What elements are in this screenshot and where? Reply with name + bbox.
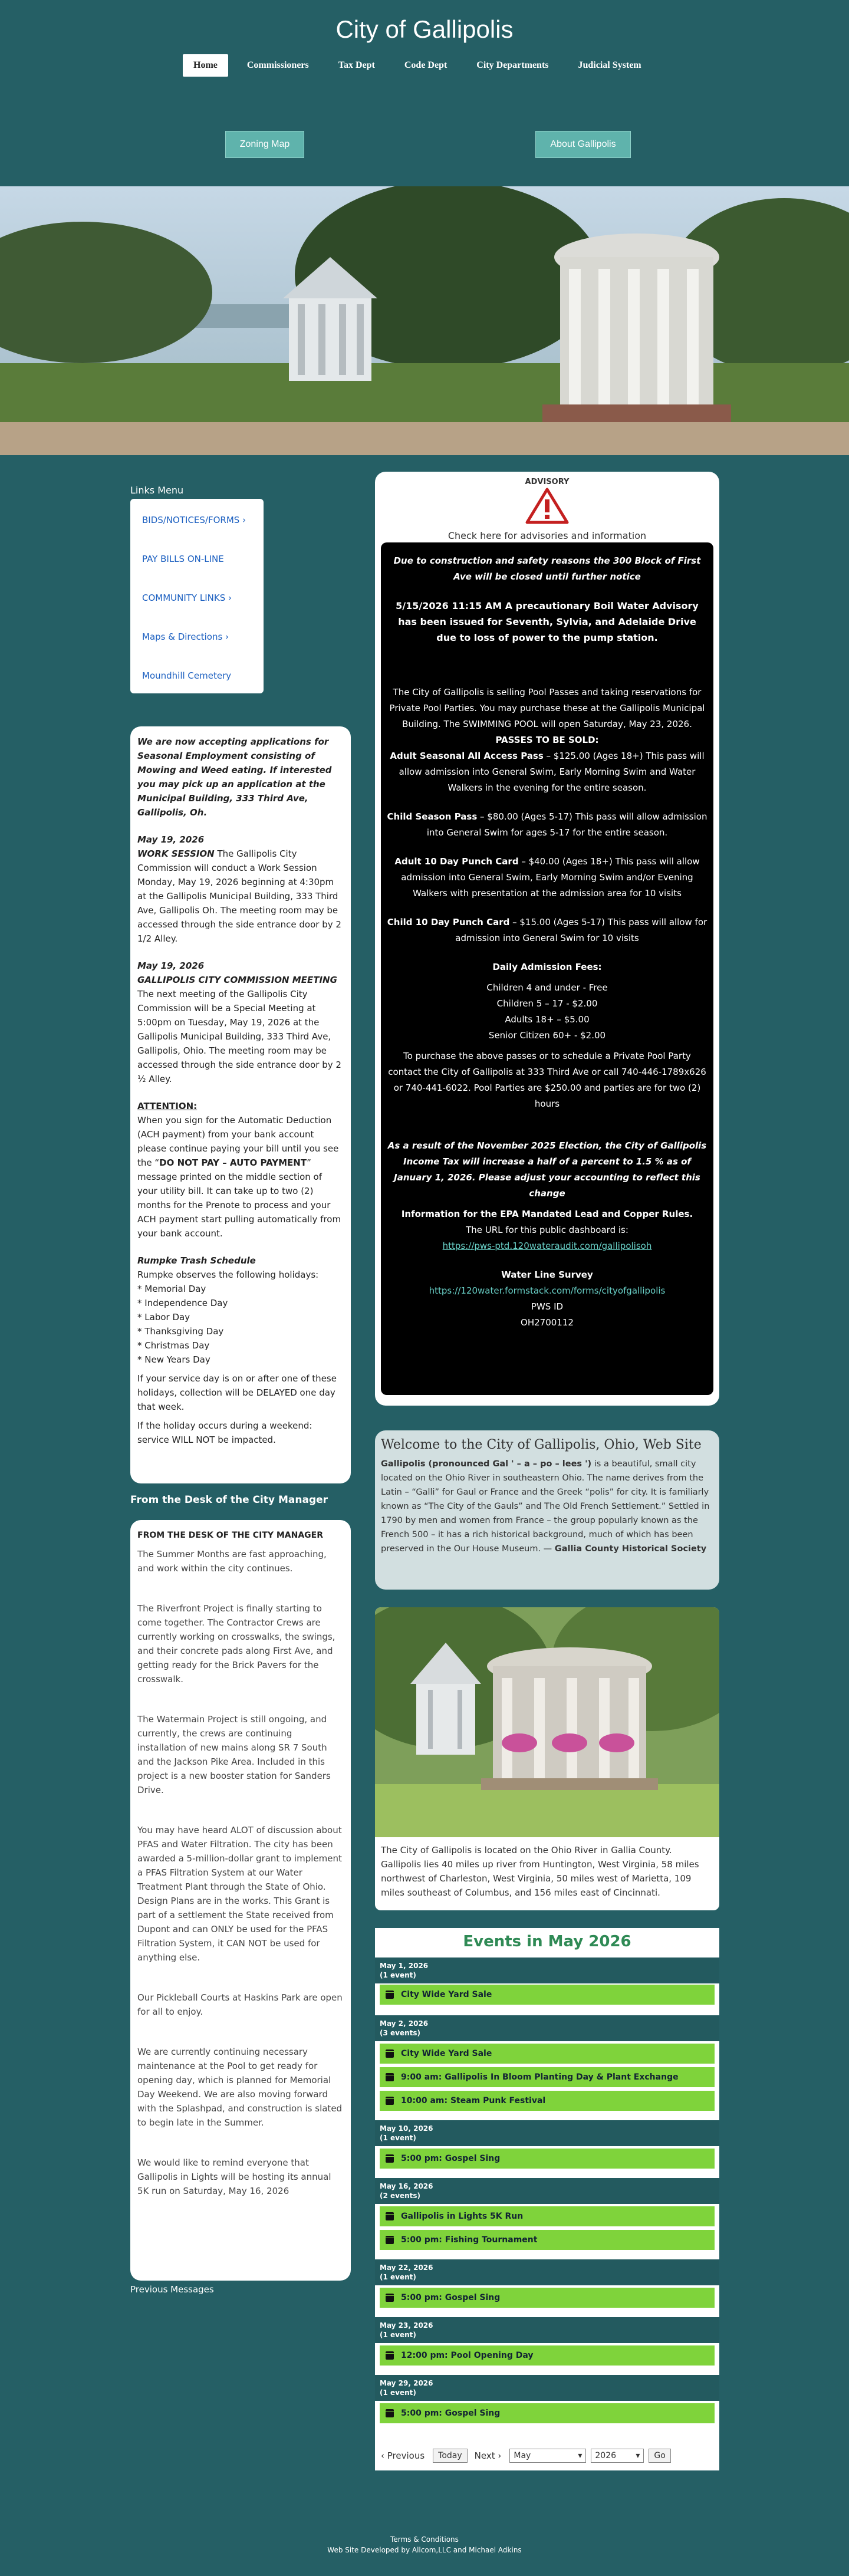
events-title: Events in May 2026 (463, 1933, 631, 1950)
zoning-map-button[interactable]: Zoning Map (225, 131, 304, 158)
purchase-info: To purchase the above passes or to schedule a Private Pool Party contact the City of Gallipolis at 333 Third Ave or call 740-446-1789x626 or 740-441-6022. Pool Parties are $250.00 and parties are for two (2) hours (388, 1051, 706, 1109)
nav-code-dept[interactable]: Code Dept (404, 60, 447, 70)
work-session-title: WORK SESSION (137, 848, 215, 859)
link-pay-bills-online[interactable]: PAY BILLS ON-LINE (142, 554, 224, 564)
developer-credit: Web Site Developed by Allcom,LLC and Michael Adkins (327, 2546, 522, 2554)
holiday-item: * Thanksgiving Day (137, 1326, 224, 1337)
epa-text: The URL for this public dashboard is: (466, 1225, 628, 1235)
welcome-title: Welcome to the City of Gallipolis, Ohio, Web Site (381, 1437, 702, 1452)
event-label: 5:00 pm: Gospel Sing (401, 2293, 501, 2302)
site-title: City of Gallipolis (335, 15, 514, 43)
pass-name: Adult Seasonal All Access Pass (390, 751, 544, 761)
month-select[interactable] (509, 2449, 586, 2463)
banner-photo (0, 186, 849, 455)
main-nav (183, 52, 666, 79)
event-label: 5:00 pm: Fishing Tournament (401, 2235, 538, 2245)
ach-text-2: ” message printed on the middle section of your utility bill. It can take up to two (2) months for the Prenote to process and your ACH payment start pulling automatically from your bank account. (137, 1157, 341, 1239)
event-date: May 22, 2026 (380, 2264, 433, 2272)
footer (0, 2534, 849, 2555)
work-session-date: May 19, 2026 (137, 834, 205, 845)
year-select-value: 2026 (595, 2451, 617, 2460)
daily-fee: Children 5 – 17 - $2.00 (496, 998, 598, 1009)
event-item[interactable] (380, 2345, 715, 2366)
nav-city-departments[interactable]: City Departments (476, 60, 549, 70)
warning-icon (383, 488, 711, 527)
welcome-panel (375, 1430, 719, 1590)
pronunciation: Gallipolis (pronounced Gal ' – a – po – lees ') (381, 1459, 592, 1469)
nav-judicial-system[interactable]: Judicial System (578, 60, 641, 70)
work-session-notice (137, 847, 344, 946)
chevron-down-icon: ▾ (578, 2451, 583, 2460)
link-maps-directions[interactable]: Maps & Directions › (142, 631, 229, 642)
advisory-check-link[interactable]: Check here for advisories and information (447, 530, 647, 541)
links-menu-title: Links Menu (130, 485, 184, 496)
manager-paragraph: The Watermain Project is still ongoing, and currently, the crews are continuing installation of new mains along SR 7 South and the Jackson Pike Area. Included in this project is a new booster station for Sanders Drive. (137, 1714, 331, 1795)
city-manager-panel (130, 1520, 351, 2281)
pass-child-season (387, 809, 708, 841)
manager-paragraph: We are currently continuing necessary maintenance at the Pool to get ready for opening day, which is planned for Memorial Day Weekend. We are also moving forward with the Splashpad, and construction is slated to begin late in the Summer. (137, 2047, 343, 2128)
pass-adult-seasonal (387, 748, 708, 796)
pws-id: OH2700112 (521, 1317, 574, 1328)
terms-link[interactable]: Terms & Conditions (390, 2535, 459, 2544)
manager-paragraph: You may have heard ALOT of discussion about PFAS and Water Filtration. The city has been awarded a 5-million-dollar grant to implement a PFAS Filtration System at our Water Treatment Plant through the State of Ohio. Design Plans are in the works. This Grant is part of a settlement the State received from Dupont and can ONLY be used for the PFAS Filtration System, it CAN NOT be used for anything else. (137, 1825, 342, 1963)
pass-name: Child Season Pass (387, 811, 478, 822)
calendar-icon (386, 2409, 394, 2417)
event-count: (1 event) (380, 2273, 416, 2281)
seasonal-employment-notice: We are now accepting applications for Seasonal Employment consisting of Mowing and Weed eating. If interested you may pick up an application at the Municipal Building, 333 Third Ave, Gallipolis, Oh. (137, 736, 332, 818)
pool-intro: The City of Gallipolis is selling Pool Passes and taking reservations for Private Pool Parties. You may purchase these at the Gallipolis Municipal Building. The SWIMMING POOL will open Saturday, May 23, 2026. (389, 687, 705, 729)
event-label: City Wide Yard Sale (401, 2049, 492, 2058)
holiday-item: * Labor Day (137, 1312, 190, 1322)
daily-fee: Children 4 and under - Free (486, 982, 608, 993)
event-date: May 10, 2026 (380, 2124, 433, 2133)
event-day-header (375, 2317, 719, 2343)
water-line-survey-link[interactable]: https://120water.formstack.com/forms/cityofgallipolis (429, 1285, 666, 1296)
event-day-header (375, 2015, 719, 2041)
event-label: Gallipolis in Lights 5K Run (401, 2212, 524, 2221)
gallipolis-location-caption: The City of Gallipolis is located on the Ohio River in Gallia County. Gallipolis lies 40 miles up river from Huntington, West Virginia, 58 miles northwest of Charleston, West Virginia, 50 miles west of Marietta, 109 miles southeast of Columbus, and 156 miles east of Cincinnati. (381, 1845, 699, 1898)
daily-fee: Senior Citizen 60+ - $2.00 (488, 1030, 606, 1041)
attention-heading: ATTENTION: (137, 1101, 198, 1111)
link-bids-notices-forms[interactable]: BIDS/NOTICES/FORMS › (142, 515, 246, 525)
holiday-item: * Memorial Day (137, 1284, 206, 1294)
event-date: May 1, 2026 (380, 1962, 429, 1970)
event-count: (2 events) (380, 2192, 421, 2200)
event-item[interactable] (380, 2044, 715, 2064)
boil-water-advisory: 5/15/2026 11:15 AM A precautionary Boil Water Advisory has been issued for Seventh, Sylvia, and Adelaide Drive due to loss of power to the pump station. (396, 600, 699, 643)
gazebo-photo (375, 1607, 719, 1840)
advisory-content (381, 542, 713, 1395)
calendar-icon (386, 2236, 394, 2244)
ach-text-1: When you sign for the Automatic Deduction (ACH payment) from your bank account please continue paying your bill until you see the “ (137, 1115, 339, 1168)
event-date: May 2, 2026 (380, 2019, 429, 2028)
event-day-header (375, 2120, 719, 2146)
event-count: (1 event) (380, 2389, 416, 2397)
event-day-header (375, 2178, 719, 2204)
daily-fees-title: Daily Admission Fees: (492, 962, 602, 972)
event-count: (1 event) (380, 1971, 416, 1979)
calendar-icon (386, 2351, 394, 2360)
event-item[interactable] (380, 2067, 715, 2087)
event-label: 5:00 pm: Gospel Sing (401, 2409, 501, 2418)
welcome-body: is a beautiful, small city located on the Ohio River in southeastern Ohio. The name derives from the Latin – “Galli” for Gaul or France and the Greek “polis” for city. It is familiarly known as “The City of the Gauls” and The Old French Settlement.” Settled in 1790 by men and women from France – the group popularly known as the French 500 – it has a rich historical background, much of which has been preserved in the Our House Museum. — (381, 1459, 710, 1554)
pass-name: Adult 10 Day Punch Card (394, 856, 519, 867)
commission-meeting-date: May 19, 2026 (137, 960, 205, 971)
previous-messages-link[interactable]: Previous Messages (130, 2284, 214, 2295)
pass-text: – $40.00 (Ages 18+) This pass will allow admission into General Swim, Early Morning Swim and/or Evening Walkers with presentation at the admission area for 10 visits (401, 856, 700, 899)
holiday-item: * Christmas Day (137, 1340, 210, 1351)
links-menu (130, 499, 264, 693)
event-item[interactable] (380, 1985, 715, 2005)
calendar-icon (386, 2154, 394, 2163)
work-session-text: The Gallipolis City Commission will conduct a Work Session Monday, May 19, 2026 beginning at 4:30pm at the Gallipolis Municipal Building, 333 Third Ave, Gallipolis Oh. The meeting room may be accessed through the side entrance door by 2 1/2 Alley. (137, 848, 341, 944)
manager-paragraph: The Summer Months are fast approaching, and work within the city continues. (137, 1549, 327, 1574)
event-date: May 29, 2026 (380, 2379, 433, 2387)
city-manager-heading: FROM THE DESK OF THE CITY MANAGER (137, 1531, 323, 1540)
events-calendar (375, 1928, 719, 2470)
event-item[interactable] (380, 2149, 715, 2169)
advisory-label: ADVISORY (525, 478, 570, 486)
pass-text: – $125.00 (Ages 18+) This pass will allow admission into General Swim, Early Morning Swim and Water Walkers in the evening for the entire season. (399, 751, 705, 793)
event-date: May 16, 2026 (380, 2182, 433, 2190)
holiday-item: * Independence Day (137, 1298, 228, 1308)
water-line-survey-title: Water Line Survey (501, 1269, 593, 1280)
event-label: 10:00 am: Steam Punk Festival (401, 2096, 546, 2105)
calendar-nav (381, 2447, 711, 2465)
construction-notice: Due to construction and safety reasons the 300 Block of First Ave will be closed until further notice (393, 555, 701, 582)
event-item[interactable] (380, 2288, 715, 2308)
ach-notice (137, 1113, 344, 1241)
gazebo-photo-card (375, 1607, 719, 1910)
calendar-today-button[interactable]: Today (433, 2449, 468, 2463)
rumpke-title: Rumpke Trash Schedule (137, 1255, 256, 1266)
pass-adult-punch (387, 854, 708, 902)
calendar-previous-button[interactable]: ‹ Previous (381, 2450, 425, 2461)
event-date: May 23, 2026 (380, 2321, 433, 2330)
nav-tax-dept[interactable]: Tax Dept (338, 60, 375, 70)
rumpke-intro: Rumpke observes the following holidays: (137, 1269, 319, 1280)
daily-fee: Adults 18+ – $5.00 (505, 1014, 590, 1025)
event-day-header (375, 1958, 719, 1983)
pass-child-punch (387, 914, 708, 946)
historical-society-credit: Gallia County Historical Society (554, 1544, 707, 1554)
epa-dashboard-link[interactable]: https://pws-ptd.120wateraudit.com/gallipolisoh (442, 1241, 652, 1251)
event-item[interactable] (380, 2091, 715, 2111)
event-count: (1 event) (380, 2331, 416, 2339)
calendar-go-button[interactable]: Go (649, 2449, 670, 2463)
month-select-value: May (514, 2451, 531, 2460)
pass-text: – $15.00 (Ages 5-17) This pass will allow for admission into General Swim for 10 visits (455, 917, 708, 943)
ach-bold: DO NOT PAY – AUTO PAYMENT (159, 1157, 307, 1168)
income-tax-notice: As a result of the November 2025 Election, the City of Gallipolis Income Tax will increase a half of a percent to 1.5 % as of January 1, 2026. Please adjust your accounting to reflect this change (387, 1140, 707, 1199)
event-label: 5:00 pm: Gospel Sing (401, 2154, 501, 2163)
event-item[interactable] (380, 2230, 715, 2250)
manager-paragraph: The Riverfront Project is finally starting to come together. The Contractor Crews are currently working on crosswalks, the swings, and their concrete pads along First Ave, and getting ready for the Brick Pavers for the crosswalk. (137, 1603, 335, 1685)
epa-title: Information for the EPA Mandated Lead and Copper Rules. (401, 1209, 693, 1219)
pass-text: – $80.00 (Ages 5-17) This pass will allow admission into General Swim for ages 5-17 for the entire season. (426, 811, 708, 838)
event-label: 9:00 am: Gallipolis In Bloom Planting Day & Plant Exchange (401, 2072, 679, 2082)
calendar-icon (386, 2097, 394, 2105)
nav-commissioners[interactable]: Commissioners (246, 60, 309, 70)
manager-paragraph: We would like to remind everyone that Gallipolis in Lights will be hosting its annual 5K run on Saturday, May 16, 2026 (137, 2157, 331, 2196)
calendar-icon (386, 2212, 394, 2220)
link-community-links[interactable]: COMMUNITY LINKS › (142, 593, 232, 603)
about-gallipolis-button[interactable]: About Gallipolis (535, 131, 631, 158)
calendar-icon (386, 2049, 394, 2058)
rumpke-note-delay: If your service day is on or after one of these holidays, collection will be DELAYED one day that week. (137, 1373, 337, 1412)
holiday-item: * New Years Day (137, 1354, 210, 1365)
link-moundhill-cemetery[interactable]: Moundhill Cemetery (142, 670, 232, 681)
year-select[interactable] (591, 2449, 644, 2463)
event-count: (1 event) (380, 2134, 416, 2142)
calendar-icon (386, 2294, 394, 2302)
event-day-header (375, 2375, 719, 2401)
event-item[interactable] (380, 2403, 715, 2423)
calendar-next-button[interactable]: Next › (474, 2450, 502, 2461)
welcome-text (381, 1457, 713, 1556)
pass-name: Child 10 Day Punch Card (387, 917, 510, 927)
chevron-down-icon: ▾ (636, 2451, 640, 2460)
city-manager-title: From the Desk of the City Manager (130, 1494, 328, 1506)
notices-panel (130, 726, 351, 1483)
event-label: 12:00 pm: Pool Opening Day (401, 2351, 534, 2360)
pws-label: PWS ID (531, 1301, 564, 1312)
manager-paragraph: Our Pickleball Courts at Haskins Park are open for all to enjoy. (137, 1992, 343, 2017)
event-day-header (375, 2259, 719, 2285)
calendar-icon (386, 1991, 394, 1999)
calendar-icon (386, 2073, 394, 2081)
passes-title: PASSES TO BE SOLD: (495, 735, 599, 745)
event-count: (3 events) (380, 2029, 421, 2037)
commission-meeting-text: The next meeting of the Gallipolis City Commission will be a Special Meeting at 5:00pm on Tuesday, May 19, 2026 at the Gallipolis Municipal Building, 333 Third Ave, Gallipolis, Ohio. The meeting room may be accessed through the side entrance door by 2 ½ Alley. (137, 989, 341, 1084)
commission-meeting-title: GALLIPOLIS CITY COMMISSION MEETING (137, 975, 337, 985)
nav-home[interactable]: Home (183, 54, 228, 77)
rumpke-note-weekend: If the holiday occurs during a weekend: service WILL NOT be impacted. (137, 1420, 312, 1445)
advisory-panel (375, 472, 719, 1406)
event-item[interactable] (380, 2206, 715, 2226)
event-label: City Wide Yard Sale (401, 1990, 492, 1999)
